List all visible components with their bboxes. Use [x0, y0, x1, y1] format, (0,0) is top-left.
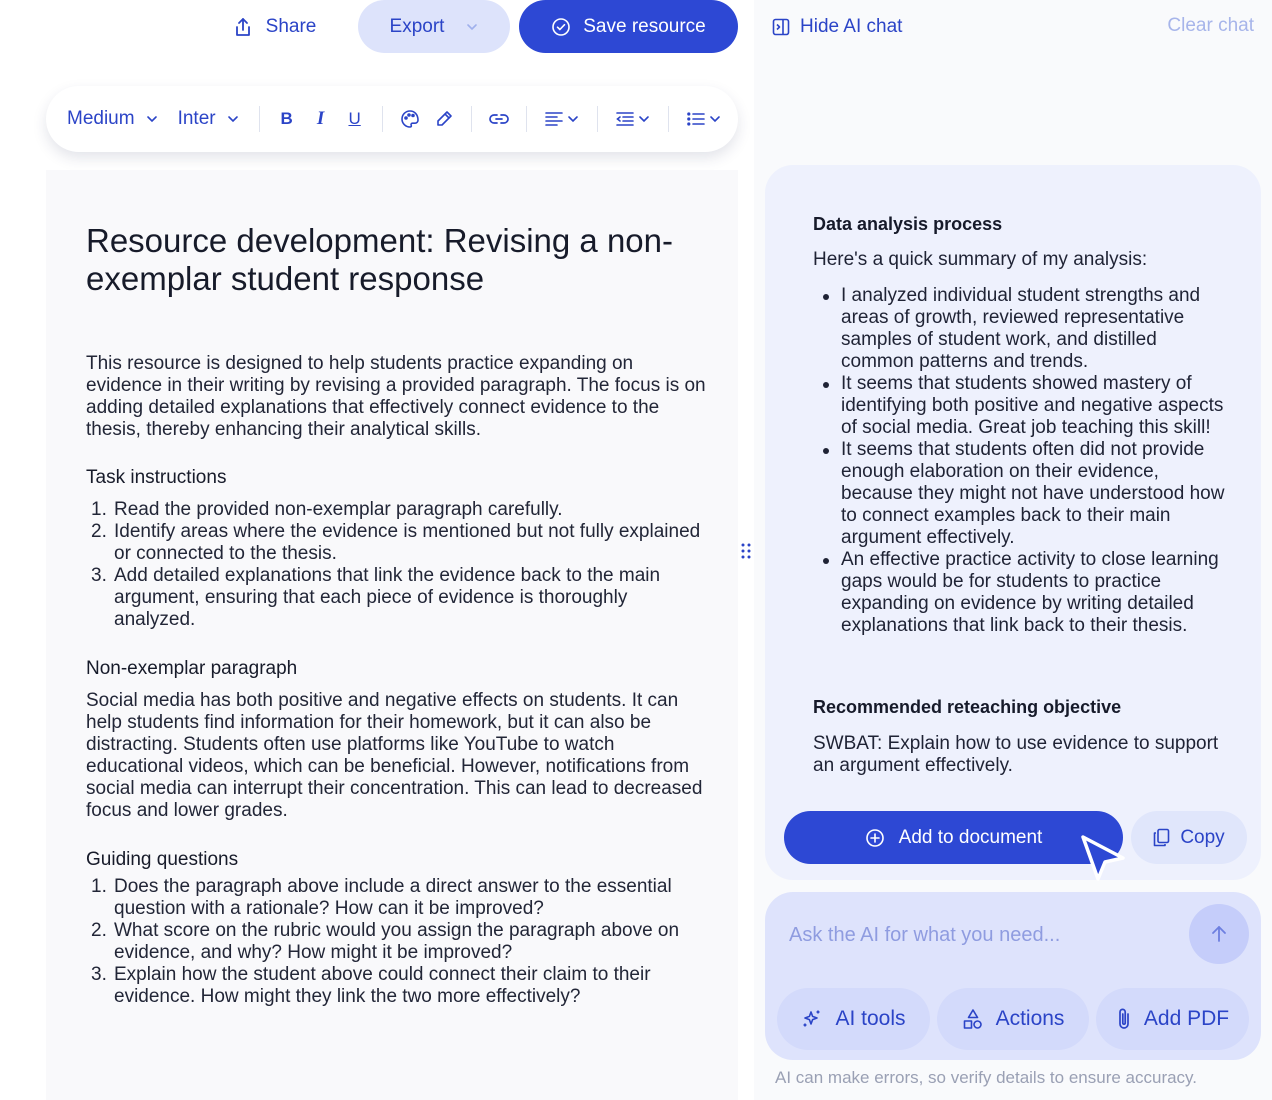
text-align-dropdown[interactable] — [545, 111, 579, 127]
toolbar-divider — [597, 106, 598, 132]
bold-button[interactable]: B — [280, 109, 293, 128]
share-label: Share — [265, 15, 317, 37]
intro-paragraph[interactable]: This resource is designed to help students practice expanding on evidence in their writing by revising a provided paragraph. The focus is on adding detailed explanations that effectively connect evidence to the thesis, thereby enhancing their analytical skills. — [86, 353, 706, 440]
chevron-down-icon — [146, 115, 158, 123]
copy-label: Copy — [1180, 826, 1225, 848]
list-item: I analyzed individual student strengths and areas of growth, reviewed representative samples of student work, and distilled common patterns and trends. — [813, 285, 1233, 373]
add-to-document-button[interactable] — [784, 811, 1123, 864]
share-icon — [234, 17, 252, 37]
objective-heading: Recommended reteaching objective — [813, 697, 1122, 717]
clear-chat-button[interactable]: Clear chat — [1167, 15, 1254, 36]
save-resource-button[interactable] — [519, 0, 738, 53]
add-pdf-button[interactable] — [1096, 988, 1249, 1050]
copy-button[interactable] — [1131, 811, 1247, 864]
guiding-questions-heading[interactable]: Guiding questions — [86, 849, 239, 870]
add-pdf-label: Add PDF — [1143, 1007, 1230, 1030]
chat-prompt-input[interactable] — [789, 922, 1169, 948]
card-summary: Here's a quick summary of my analysis: — [813, 249, 1148, 270]
actions-label: Actions — [995, 1007, 1065, 1030]
underline-button[interactable]: U — [348, 109, 361, 128]
toolbar-divider — [471, 106, 472, 132]
list-item[interactable]: 2. Identify areas where the evidence is mentioned but not fully explained or connected to the thesis. — [91, 521, 701, 564]
export-dropdown-button[interactable] — [358, 0, 510, 53]
ai-response-card — [765, 165, 1261, 880]
list-item[interactable]: 1. Does the paragraph above include a direct answer to the essential question with a rationale? How can it be improved? — [91, 876, 672, 919]
ai-tools-label: AI tools — [835, 1007, 906, 1030]
ai-tools-button[interactable] — [777, 988, 930, 1050]
add-to-document-label: Add to document — [898, 826, 1043, 848]
toolbar-divider — [259, 106, 260, 132]
chevron-down-icon — [709, 115, 721, 123]
italic-button[interactable]: I — [316, 108, 325, 129]
chevron-down-icon — [638, 115, 650, 123]
export-label: Export — [389, 15, 445, 37]
objective-text: SWBAT: Explain how to use evidence to support an argument effectively. — [813, 733, 1219, 776]
toolbar-divider — [526, 106, 527, 132]
list-dropdown[interactable] — [687, 112, 721, 126]
task-instructions-heading[interactable]: Task instructions — [86, 467, 227, 488]
card-heading: Data analysis process — [813, 214, 1003, 234]
hide-ai-chat-button[interactable] — [772, 15, 902, 39]
check-circle-icon — [551, 17, 571, 37]
list-item[interactable]: 1. Read the provided non-exemplar paragraph carefully. — [91, 499, 563, 520]
indent-icon — [616, 111, 634, 127]
list-item[interactable]: 3. Add detailed explanations that link the evidence back to the main argument, ensuring that each piece of evidence is thoroughly analyzed. — [91, 565, 661, 630]
chevron-down-icon — [466, 23, 478, 31]
chevron-down-icon — [567, 115, 579, 123]
formatting-toolbar — [46, 86, 738, 152]
list-item: It seems that students often did not provide enough elaboration on their evidence, because they might not have understood how to connect examples back to their main argument effectively. — [813, 439, 1233, 549]
document-editor[interactable] — [46, 170, 738, 1100]
toolbar-divider — [668, 106, 669, 132]
font-family-dropdown[interactable] — [178, 108, 239, 130]
bulleted-list-icon — [687, 112, 705, 126]
list-item: It seems that students showed mastery of identifying both positive and negative aspects of social media. Great job teaching this skill! — [813, 373, 1233, 439]
list-item: An effective practice activity to close learning gaps would be for students to practice expanding on evidence by writing detailed explanations that link back to their thesis. — [813, 549, 1233, 637]
align-left-icon — [545, 111, 563, 127]
shapes-icon — [962, 1008, 984, 1030]
mouse-pointer-icon — [1080, 834, 1126, 882]
list-item[interactable]: 2. What score on the rubric would you assign the paragraph above on evidence, and why? How might it be improved? — [91, 920, 680, 963]
actions-button[interactable] — [937, 988, 1089, 1050]
document-title[interactable]: Resource development: Revising a non-exemplar student response — [86, 222, 673, 297]
copy-icon — [1153, 828, 1170, 847]
arrow-up-icon — [1211, 925, 1227, 943]
ai-disclaimer: AI can make errors, so verify details to ensure accuracy. — [775, 1068, 1198, 1087]
analysis-bullet-list — [813, 285, 1233, 637]
non-exemplar-heading[interactable]: Non-exemplar paragraph — [86, 658, 298, 679]
indent-dropdown[interactable] — [616, 111, 650, 127]
palette-icon[interactable] — [397, 104, 423, 134]
save-resource-label: Save resource — [583, 15, 706, 37]
drag-handle-icon[interactable] — [741, 543, 751, 559]
send-button[interactable] — [1189, 904, 1249, 964]
list-item[interactable]: 3. Explain how the student above could connect their claim to their evidence. How might they link the two more effectively? — [91, 964, 651, 1007]
font-family-value: Inter — [177, 108, 216, 129]
plus-circle-icon — [865, 828, 885, 848]
link-icon[interactable] — [486, 104, 512, 134]
paperclip-icon — [1116, 1007, 1132, 1031]
sidebar-collapse-icon — [772, 18, 790, 36]
chat-composer — [765, 892, 1261, 1060]
toolbar-divider — [382, 106, 383, 132]
task-instructions-list — [86, 499, 706, 631]
chevron-down-icon — [227, 115, 239, 123]
highlighter-icon[interactable] — [431, 104, 457, 134]
sparkle-icon — [801, 1008, 823, 1030]
non-exemplar-paragraph[interactable]: Social media has both positive and negative effects on students. It can help students find information for their homework, but it can also be distracting. Students often use platforms like YouTube to watch educational videos, which can be beneficial. However, notifications from social media can interrupt their concentration. This can lead to decreased focus and lower grades. — [86, 690, 703, 821]
share-button[interactable] — [210, 0, 340, 53]
text-size-dropdown[interactable] — [67, 108, 158, 130]
text-size-value: Medium — [67, 108, 135, 129]
hide-ai-chat-label: Hide AI chat — [800, 16, 903, 37]
guiding-questions-list — [86, 876, 706, 1008]
